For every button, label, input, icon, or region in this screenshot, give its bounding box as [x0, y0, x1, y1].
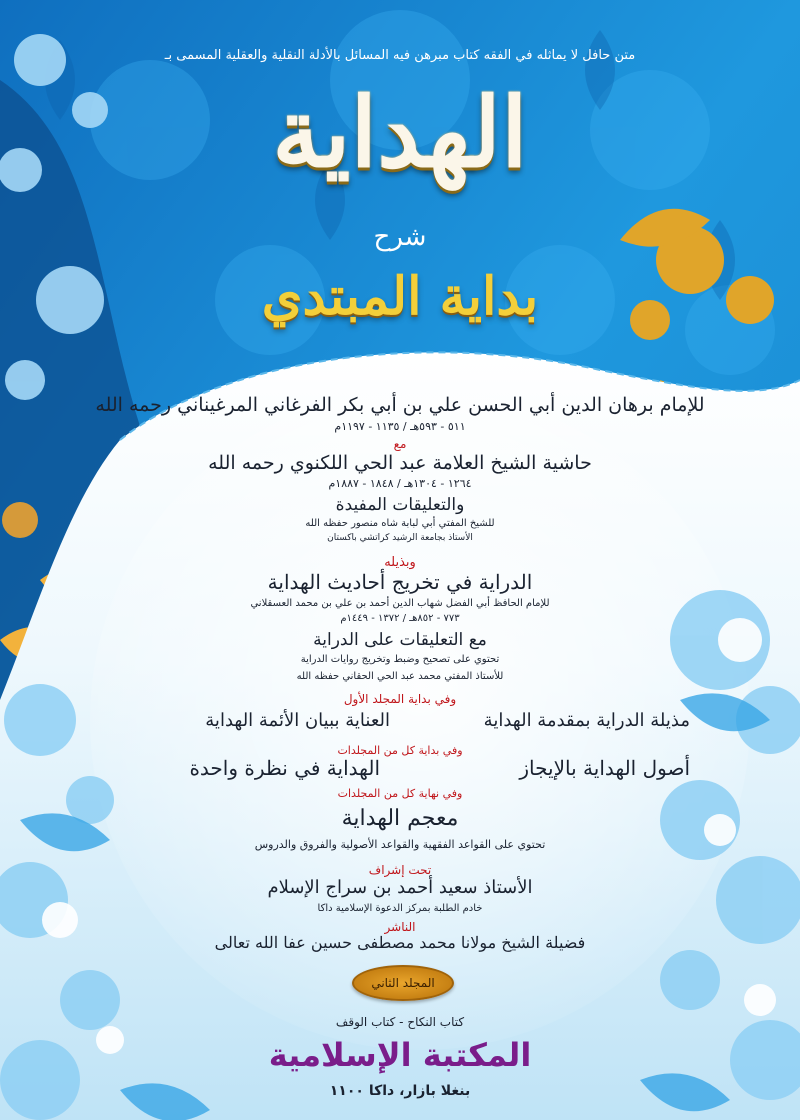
- author-line: للإمام برهان الدين أبي الحسن علي بن أبي بكر الفرغاني المرغيناني رحمه الله: [95, 394, 705, 416]
- title-connector: شرح: [373, 222, 427, 252]
- diraya-notes-desc: تحتوي على تصحيح وضبط وتخريج روايات الدراية: [300, 654, 500, 665]
- books-included: كتاب النكاح - كتاب الوقف: [335, 1015, 465, 1029]
- diraya-author: للإمام الحافظ أبي الفضل شهاب الدين أحمد بن علي بن محمد العسقلاني: [250, 598, 550, 609]
- tagline: متن حافل لا يماثله في الفقه كتاب مبرهن فيه المسائل بالأدلة النقلية والعقلية المسمى بـ: [164, 48, 636, 63]
- diraya-title: الدراية في تخريج أحاديث الهداية: [267, 570, 533, 594]
- taliqat-author: للشيخ المفتي أبي لبابة شاه منصور حفظه الله: [305, 518, 495, 529]
- mujam-title: معجم الهداية: [341, 806, 459, 831]
- each-volume-end-label: وفي نهاية كل من المجلدات: [337, 787, 463, 800]
- publisher-address: بنغلا بازار، داكا ١١٠٠: [329, 1083, 471, 1099]
- diraya-notes-author: للأستاذ المفتي محمد عبد الحي الحقاني حفظه الله: [296, 671, 504, 682]
- publisher-label: الناشر: [384, 920, 416, 934]
- diraya-dates: ٧٧٣ - ٨٥٢هـ / ١٣٧٢ - ١٤٤٩م: [340, 613, 460, 624]
- with-label: مع: [393, 437, 407, 451]
- subtitle: بداية المبتدي: [261, 266, 539, 327]
- supervisor-role: خادم الطلبة بمركز الدعوة الإسلامية داكا: [317, 903, 483, 914]
- each-volume-start-label: وفي بداية كل من المجلدات: [337, 744, 463, 757]
- nazra-title: الهداية في نظرة واحدة: [189, 756, 380, 780]
- publisher-logo-text: المكتبة الإسلامية: [268, 1036, 532, 1074]
- appendix-label: وبذيله: [384, 555, 416, 570]
- supervision-label: تحت إشراف: [368, 863, 432, 877]
- taliqat-title: والتعليقات المفيدة: [335, 495, 465, 515]
- usul-title: أصول الهداية بالإيجاز: [519, 756, 690, 780]
- first-volume-label: وفي بداية المجلد الأول: [343, 692, 457, 706]
- mujam-desc: تحتوي على القواعد الفقهية والقواعد الأصولية والفروق والدروس: [254, 838, 546, 851]
- volume-badge: المجلد الثاني: [352, 965, 454, 1001]
- publisher-name: فضيلة الشيخ مولانا محمد مصطفى حسين عفا الله تعالى: [214, 933, 586, 952]
- main-title: الهداية: [272, 76, 528, 189]
- muqaddima-title: مذيلة الدراية بمقدمة الهداية: [483, 710, 690, 731]
- inaya-title: العناية ببيان الأئمة الهداية: [205, 710, 390, 731]
- taliqat-affiliation: الأستاذ بجامعة الرشيد كراتشي باكستان: [327, 533, 473, 543]
- hashiya-line: حاشية الشيخ العلامة عبد الحي اللكنوي رحمه الله: [208, 452, 592, 474]
- supervisor-name: الأستاذ سعيد أحمد بن سراج الإسلام: [267, 877, 533, 898]
- hashiya-dates: ١٢٦٤ - ١٣٠٤هـ / ١٨٤٨ - ١٨٨٧م: [328, 477, 472, 490]
- diraya-notes-title: مع التعليقات على الدراية: [313, 630, 487, 650]
- author-dates: ٥١١ - ٥٩٣هـ / ١١٣٥ - ١١٩٧م: [334, 420, 466, 433]
